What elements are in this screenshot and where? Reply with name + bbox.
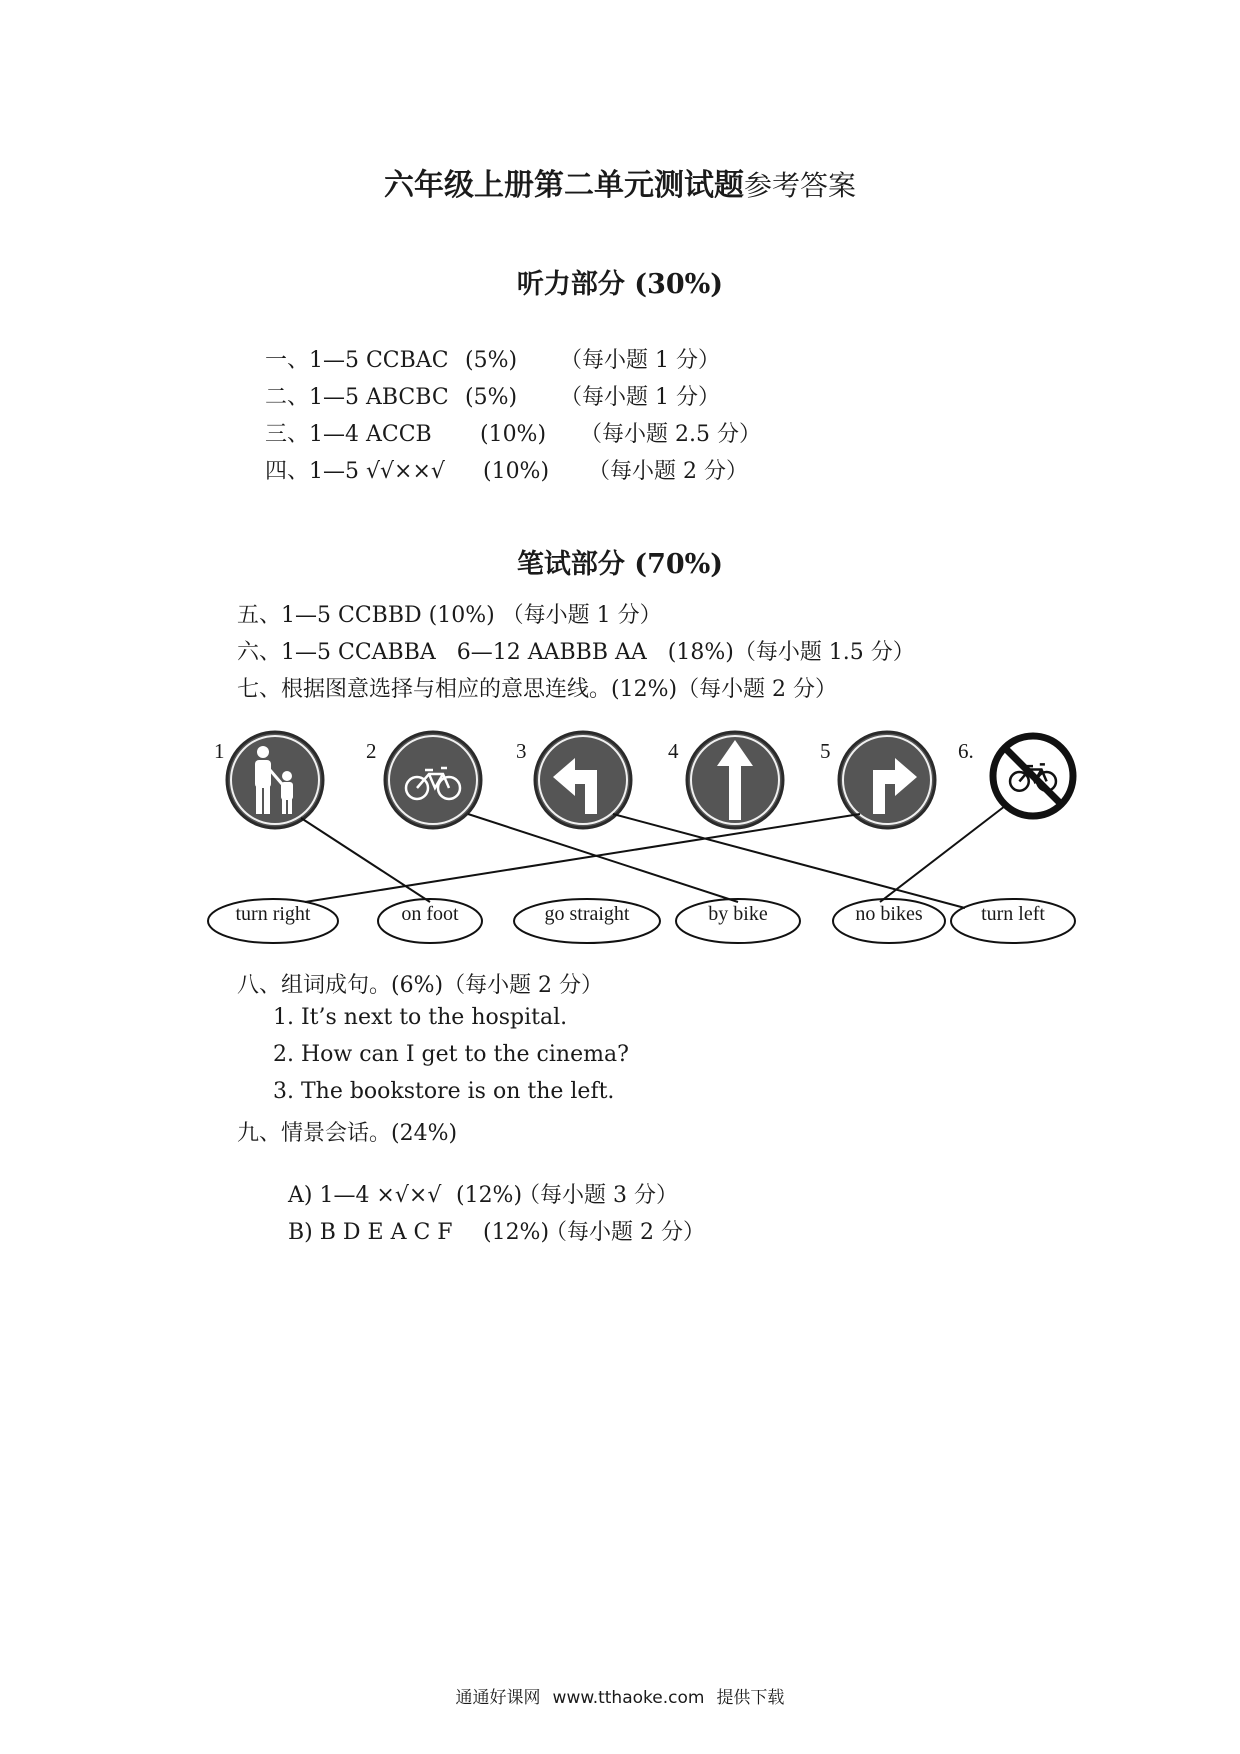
row-label: 一、1—5 CCBAC — [264, 348, 449, 373]
sign-number: 3 — [516, 739, 527, 763]
row-label: 三、1—4 ACCB — [264, 422, 432, 447]
sign-number: 6. — [958, 739, 974, 763]
row-note: （每小题 1 分） — [559, 385, 720, 410]
dialogue-b — [260, 1190, 705, 1271]
sign-number: 4 — [668, 739, 679, 763]
footer-site: 通通好课网 — [455, 1688, 541, 1708]
title-main: 六年级上册第二单元测试题 — [383, 168, 744, 203]
child-head — [282, 771, 292, 781]
row-label: B) B D E A C F — [287, 1220, 453, 1245]
child-leg — [282, 798, 286, 814]
row-note: （每小题 2 分） — [587, 459, 748, 484]
adult-body — [255, 760, 271, 788]
sentence-3: 3. The bookstore is on the left. — [273, 1079, 615, 1104]
row-label: 四、1—5 √√××√ — [264, 459, 445, 484]
sign-number: 1 — [214, 739, 225, 763]
adult-leg — [264, 786, 270, 814]
child-body — [281, 782, 293, 800]
phrase-label: go straight — [544, 903, 630, 925]
turn-left-sign-icon — [535, 732, 631, 828]
row-note: （每小题 1 分） — [559, 348, 720, 373]
footer-note: 提供下载 — [716, 1688, 785, 1708]
writing-row-7: 七、根据图意选择与相应的意思连线。(12%)（每小题 2 分） — [237, 677, 838, 702]
title-sub: 参考答案 — [743, 169, 856, 202]
phrase-label: on foot — [401, 903, 459, 925]
bicycle-sign-icon — [385, 732, 481, 828]
adult-leg — [256, 786, 262, 814]
sign-disc — [227, 732, 323, 828]
phrase-oval — [951, 899, 1075, 943]
phrase-label: turn right — [235, 903, 311, 925]
connection-line — [468, 814, 738, 902]
connection-line — [301, 818, 430, 902]
straight-sign-icon — [687, 732, 783, 828]
phrase-label: by bike — [708, 903, 768, 925]
writing-heading: 笔试部分 (70%) — [516, 549, 724, 580]
phrase-oval — [833, 899, 945, 943]
sentences-heading: 八、组词成句。(6%)（每小题 2 分） — [237, 973, 604, 998]
pedestrian-sign-icon — [227, 732, 323, 828]
row-pct: (10%) — [479, 422, 547, 447]
connection-line — [613, 814, 965, 908]
phrase-oval — [676, 899, 800, 943]
sentence-1: 1. It’s next to the hospital. — [273, 1005, 568, 1030]
turn-right-sign-icon — [839, 732, 935, 828]
row-pct: (5%) — [464, 348, 518, 373]
phrase-oval — [514, 899, 660, 943]
phrase-label: no bikes — [855, 903, 923, 925]
page-footer — [0, 1683, 1240, 1708]
listening-heading: 听力部分 (30%) — [516, 269, 724, 300]
row-pct: (5%) — [464, 385, 518, 410]
row-pct: (12%) — [455, 1183, 523, 1208]
row-pct: (12%) — [482, 1220, 550, 1245]
sign-number: 5 — [820, 739, 831, 763]
row-label: A) 1—4 ×√×√ — [287, 1183, 442, 1208]
writing-row-5: 五、1—5 CCBBD (10%) （每小题 1 分） — [237, 603, 662, 628]
sign-disc — [385, 732, 481, 828]
row-note: （每小题 2 分） — [544, 1220, 705, 1245]
row-label: 二、1—5 ABCBC — [264, 385, 449, 410]
sign-number: 2 — [366, 739, 377, 763]
no-bikes-sign-icon — [993, 736, 1073, 816]
sentence-2: 2. How can I get to the cinema? — [273, 1042, 629, 1067]
phrase-oval — [378, 899, 482, 943]
writing-row-6: 六、1—5 CCABBA 6—12 AABBB AA (18%)（每小题 1.5 分） — [237, 640, 915, 665]
row-pct: (10%) — [482, 459, 550, 484]
row-note: （每小题 3 分） — [517, 1183, 678, 1208]
footer-url[interactable]: www.tthaoke.com — [552, 1688, 705, 1708]
phrase-oval — [208, 899, 338, 943]
adult-head — [257, 746, 269, 758]
row-note: （每小题 2.5 分） — [579, 422, 761, 447]
phrase-label: turn left — [981, 903, 1045, 925]
dialogue-heading: 九、情景会话。(24%) — [237, 1121, 458, 1146]
child-leg — [288, 798, 292, 814]
prohibition-slash — [1005, 748, 1061, 804]
